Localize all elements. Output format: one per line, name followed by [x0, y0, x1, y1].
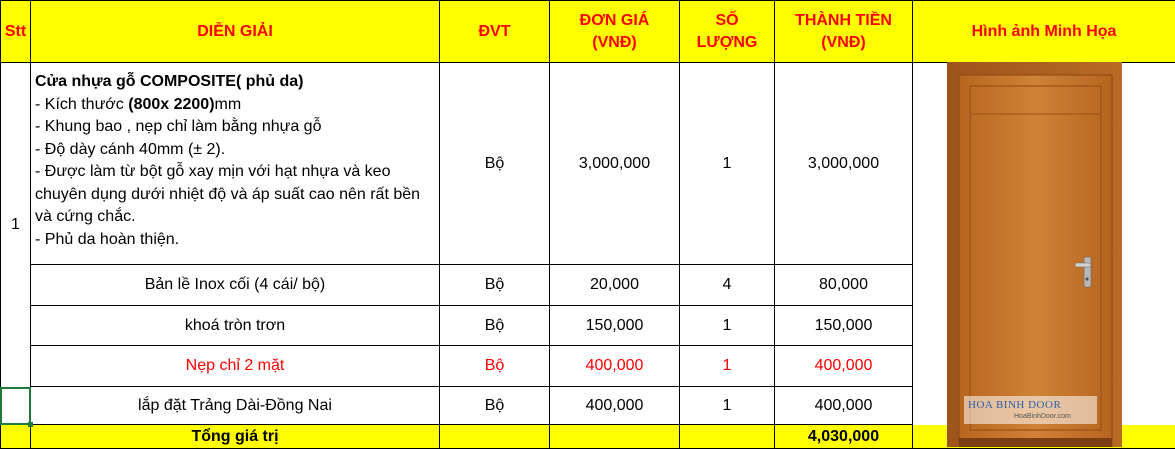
- row-nep-chi-so-luong: 1: [722, 357, 732, 374]
- row-lap-dat-so-luong-cell[interactable]: [680, 387, 775, 425]
- watermark-text: HOA BINH DOOR: [968, 399, 1062, 411]
- total-so-luong-cell[interactable]: [680, 425, 775, 449]
- item1-frame-line: - Khung bao , nẹp chỉ làm bằng nhựa gỗ: [35, 118, 322, 135]
- row-nep-chi-so-luong-cell[interactable]: [680, 346, 775, 387]
- header-so-luong[interactable]: [680, 0, 775, 63]
- fill-handle[interactable]: [28, 422, 33, 427]
- item1-thanh-tien-cell[interactable]: [775, 63, 913, 265]
- cell-selection[interactable]: [0, 387, 31, 425]
- row-ban-le-so-luong-cell[interactable]: [680, 265, 775, 306]
- header-thanh-tien-line2: (VNĐ): [821, 33, 866, 51]
- row-nep-chi-thanh-tien: 400,000: [814, 357, 873, 374]
- total-value-cell[interactable]: [775, 425, 913, 449]
- row-khoa-desc-cell[interactable]: [31, 306, 440, 346]
- row-lap-dat-dvt: Bộ: [484, 396, 505, 414]
- item1-size-unit: mm: [214, 95, 242, 113]
- row-ban-le-dvt-cell[interactable]: [440, 265, 550, 306]
- row-khoa-thanh-tien-cell[interactable]: [775, 306, 913, 346]
- total-don-gia-cell[interactable]: [550, 425, 680, 449]
- item1-description-cell[interactable]: [31, 63, 440, 265]
- row-khoa-dvt: Bộ: [484, 316, 505, 334]
- item1-dvt: Bộ: [484, 154, 505, 172]
- header-so-luong-line2: LƯỢNG: [696, 33, 758, 51]
- stt-cell[interactable]: [0, 63, 31, 387]
- row-ban-le-don-gia-cell[interactable]: [550, 265, 680, 306]
- row-khoa-so-luong: 1: [722, 316, 732, 334]
- row-nep-chi-don-gia-cell[interactable]: [550, 346, 680, 387]
- header-hinh-anh[interactable]: [913, 0, 1175, 63]
- item1-don-gia-cell[interactable]: [550, 63, 680, 265]
- row-nep-chi-dvt-cell[interactable]: [440, 346, 550, 387]
- row-lap-dat-don-gia-cell[interactable]: [550, 387, 680, 425]
- header-stt-label: Stt: [4, 22, 27, 40]
- total-stt-cell[interactable]: [0, 425, 31, 449]
- door-image: [947, 62, 1122, 447]
- total-dvt-cell[interactable]: [440, 425, 550, 449]
- row-nep-chi-dvt: Bộ: [484, 357, 505, 374]
- header-thanh-tien-line1: THÀNH TIỀN: [795, 11, 892, 29]
- header-don-gia-line1: ĐƠN GIÁ: [579, 11, 650, 29]
- row-ban-le-desc-cell[interactable]: [31, 265, 440, 306]
- item1-dvt-cell[interactable]: [440, 63, 550, 265]
- row-nep-chi-thanh-tien-cell[interactable]: [775, 346, 913, 387]
- item1-size-line: [35, 94, 241, 117]
- row-ban-le-thanh-tien-cell[interactable]: [775, 265, 913, 306]
- row-ban-le-dvt: Bộ: [484, 276, 505, 293]
- header-thanh-tien[interactable]: [775, 0, 913, 63]
- row-lap-dat-thanh-tien-cell[interactable]: [775, 387, 913, 425]
- watermark-subtext: HoaBinhDoor.com: [1014, 413, 1071, 420]
- row-khoa-desc: khoá tròn trơn: [184, 316, 286, 334]
- watermark-logo: [964, 396, 1097, 424]
- header-dvt-label: ĐVT: [478, 22, 511, 40]
- stt-value: 1: [11, 216, 20, 233]
- item1-size-prefix: - Kích thước: [35, 95, 129, 113]
- item1-finish-line: - Phủ da hoàn thiện.: [35, 230, 180, 248]
- header-dien-giai[interactable]: [31, 0, 440, 63]
- row-ban-le-so-luong: 4: [722, 276, 732, 293]
- row-khoa-so-luong-cell[interactable]: [680, 306, 775, 346]
- row-lap-dat-desc-cell[interactable]: [31, 387, 440, 425]
- header-dvt[interactable]: [440, 0, 550, 63]
- total-label-cell[interactable]: [31, 425, 440, 449]
- header-stt[interactable]: [0, 0, 31, 63]
- total-label: Tổng giá trị: [191, 427, 279, 445]
- row-khoa-don-gia-cell[interactable]: [550, 306, 680, 346]
- item1-size-value: (800x 2200): [128, 95, 215, 113]
- item1-so-luong: 1: [722, 154, 732, 172]
- header-so-luong-line1: SỐ: [715, 11, 739, 29]
- row-khoa-don-gia: 150,000: [585, 316, 644, 334]
- row-lap-dat-dvt-cell[interactable]: [440, 387, 550, 425]
- row-nep-chi-don-gia: 400,000: [585, 357, 644, 374]
- row-ban-le-don-gia: 20,000: [590, 276, 639, 293]
- row-lap-dat-desc: lắp đặt Trảng Dài-Đồng Nai: [138, 396, 332, 414]
- header-don-gia[interactable]: [550, 0, 680, 63]
- item1-so-luong-cell[interactable]: [680, 63, 775, 265]
- item1-title: Cửa nhựa gỗ COMPOSITE( phủ da): [35, 73, 304, 90]
- row-khoa-thanh-tien: 150,000: [814, 316, 873, 334]
- row-ban-le-desc: Bản lề Inox cối (4 cái/ bộ): [144, 276, 326, 293]
- total-value: 4,030,000: [807, 427, 880, 445]
- item1-don-gia: 3,000,000: [578, 154, 651, 172]
- item1-material-line: - Được làm từ bột gỗ xay mịn với hạt nhựa và keo chuyên dụng dưới nhiệt độ và áp suất cao nên rất bền và cứng chắc.: [35, 163, 421, 225]
- row-nep-chi-desc-cell[interactable]: [31, 346, 440, 387]
- header-dien-giai-label: DIỄN GIẢI: [197, 22, 273, 40]
- header-don-gia-line2: (VNĐ): [592, 33, 637, 51]
- row-ban-le-thanh-tien: 80,000: [819, 276, 868, 293]
- row-lap-dat-thanh-tien: 400,000: [814, 396, 873, 414]
- row-khoa-dvt-cell[interactable]: [440, 306, 550, 346]
- header-hinh-anh-label: Hình ảnh Minh Họa: [971, 22, 1117, 40]
- row-lap-dat-don-gia: 400,000: [585, 396, 644, 414]
- row-lap-dat-so-luong: 1: [722, 396, 732, 414]
- item1-thickness-line: - Độ dày cánh 40mm (± 2).: [35, 140, 226, 158]
- row-nep-chi-desc: Nẹp chỉ 2 mặt: [185, 357, 285, 374]
- item1-thanh-tien: 3,000,000: [807, 154, 880, 172]
